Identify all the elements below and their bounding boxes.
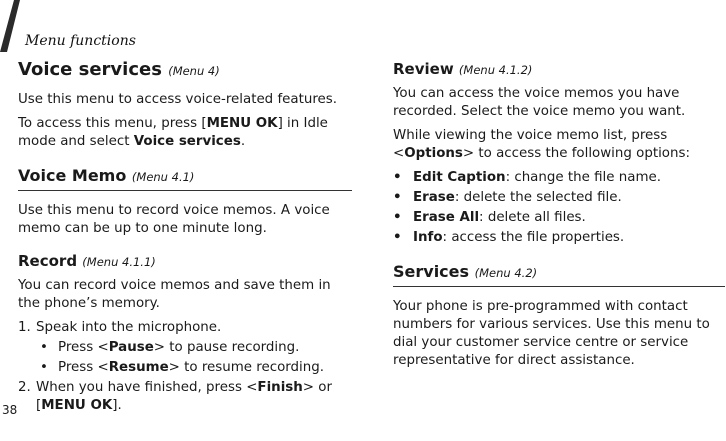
menu-name: Voice services xyxy=(133,134,241,149)
menu-reference: (Menu 4) xyxy=(168,64,220,78)
paragraph: You can access the voice memos you have recorded. Select the voice memo you want. xyxy=(393,86,686,119)
heading-rule xyxy=(18,190,352,191)
menu-reference: (Menu 4.1.2) xyxy=(458,63,533,77)
right-column xyxy=(393,58,725,376)
key-label: MENU OK xyxy=(206,116,278,131)
list-item: • Press <Resume> to resume recording. xyxy=(40,360,325,375)
key-label: Options xyxy=(404,146,463,161)
heading-text: Record xyxy=(18,252,78,270)
running-header: Menu functions xyxy=(25,33,136,49)
left-column xyxy=(18,58,352,417)
menu-reference: (Menu 4.1.1) xyxy=(82,255,156,269)
heading-text: Services xyxy=(393,262,470,281)
list-item: • Erase: delete the selected file. xyxy=(393,190,622,205)
list-item: 1. Speak into the microphone. xyxy=(18,320,222,335)
header-slash-bar xyxy=(0,0,20,52)
menu-reference: (Menu 4.2) xyxy=(474,266,538,280)
page-number: 38 xyxy=(2,403,18,417)
list-item: 2. When you have finished, press <Finish> or [MENU OK]. xyxy=(18,380,332,413)
menu-reference: (Menu 4.1) xyxy=(131,170,195,184)
heading-text: Voice services xyxy=(18,59,162,80)
paragraph: To access this menu, press [MENU OK] in Idle mode and select Voice services. xyxy=(18,116,328,149)
list-item: • Press <Pause> to pause recording. xyxy=(40,340,300,355)
heading-text: Voice Memo xyxy=(18,166,127,185)
paragraph: You can record voice memos and save them in the phone’s memory. xyxy=(18,278,331,311)
list-item: • Info: access the file properties. xyxy=(393,230,625,245)
paragraph: While viewing the voice memo list, press <Options> to access the following options: xyxy=(393,128,690,161)
heading-text: Review xyxy=(393,60,454,78)
list-item: • Edit Caption: change the file name. xyxy=(393,170,661,185)
section-heading-voice-services xyxy=(18,58,352,83)
list-item: • Erase All: delete all files. xyxy=(393,210,586,225)
section-heading-review xyxy=(393,58,725,81)
paragraph: Your phone is pre-programmed with contact numbers for various services. Use this menu to dial your customer service centre or service representative for direct assistance. xyxy=(393,299,710,368)
heading-rule xyxy=(393,286,725,287)
section-heading-services xyxy=(393,261,725,284)
paragraph: Use this menu to record voice memos. A voice memo can be up to one minute long. xyxy=(18,203,330,236)
paragraph: Use this menu to access voice-related features. xyxy=(18,92,338,107)
section-heading-voice-memo xyxy=(18,165,352,188)
section-heading-record xyxy=(18,250,352,273)
